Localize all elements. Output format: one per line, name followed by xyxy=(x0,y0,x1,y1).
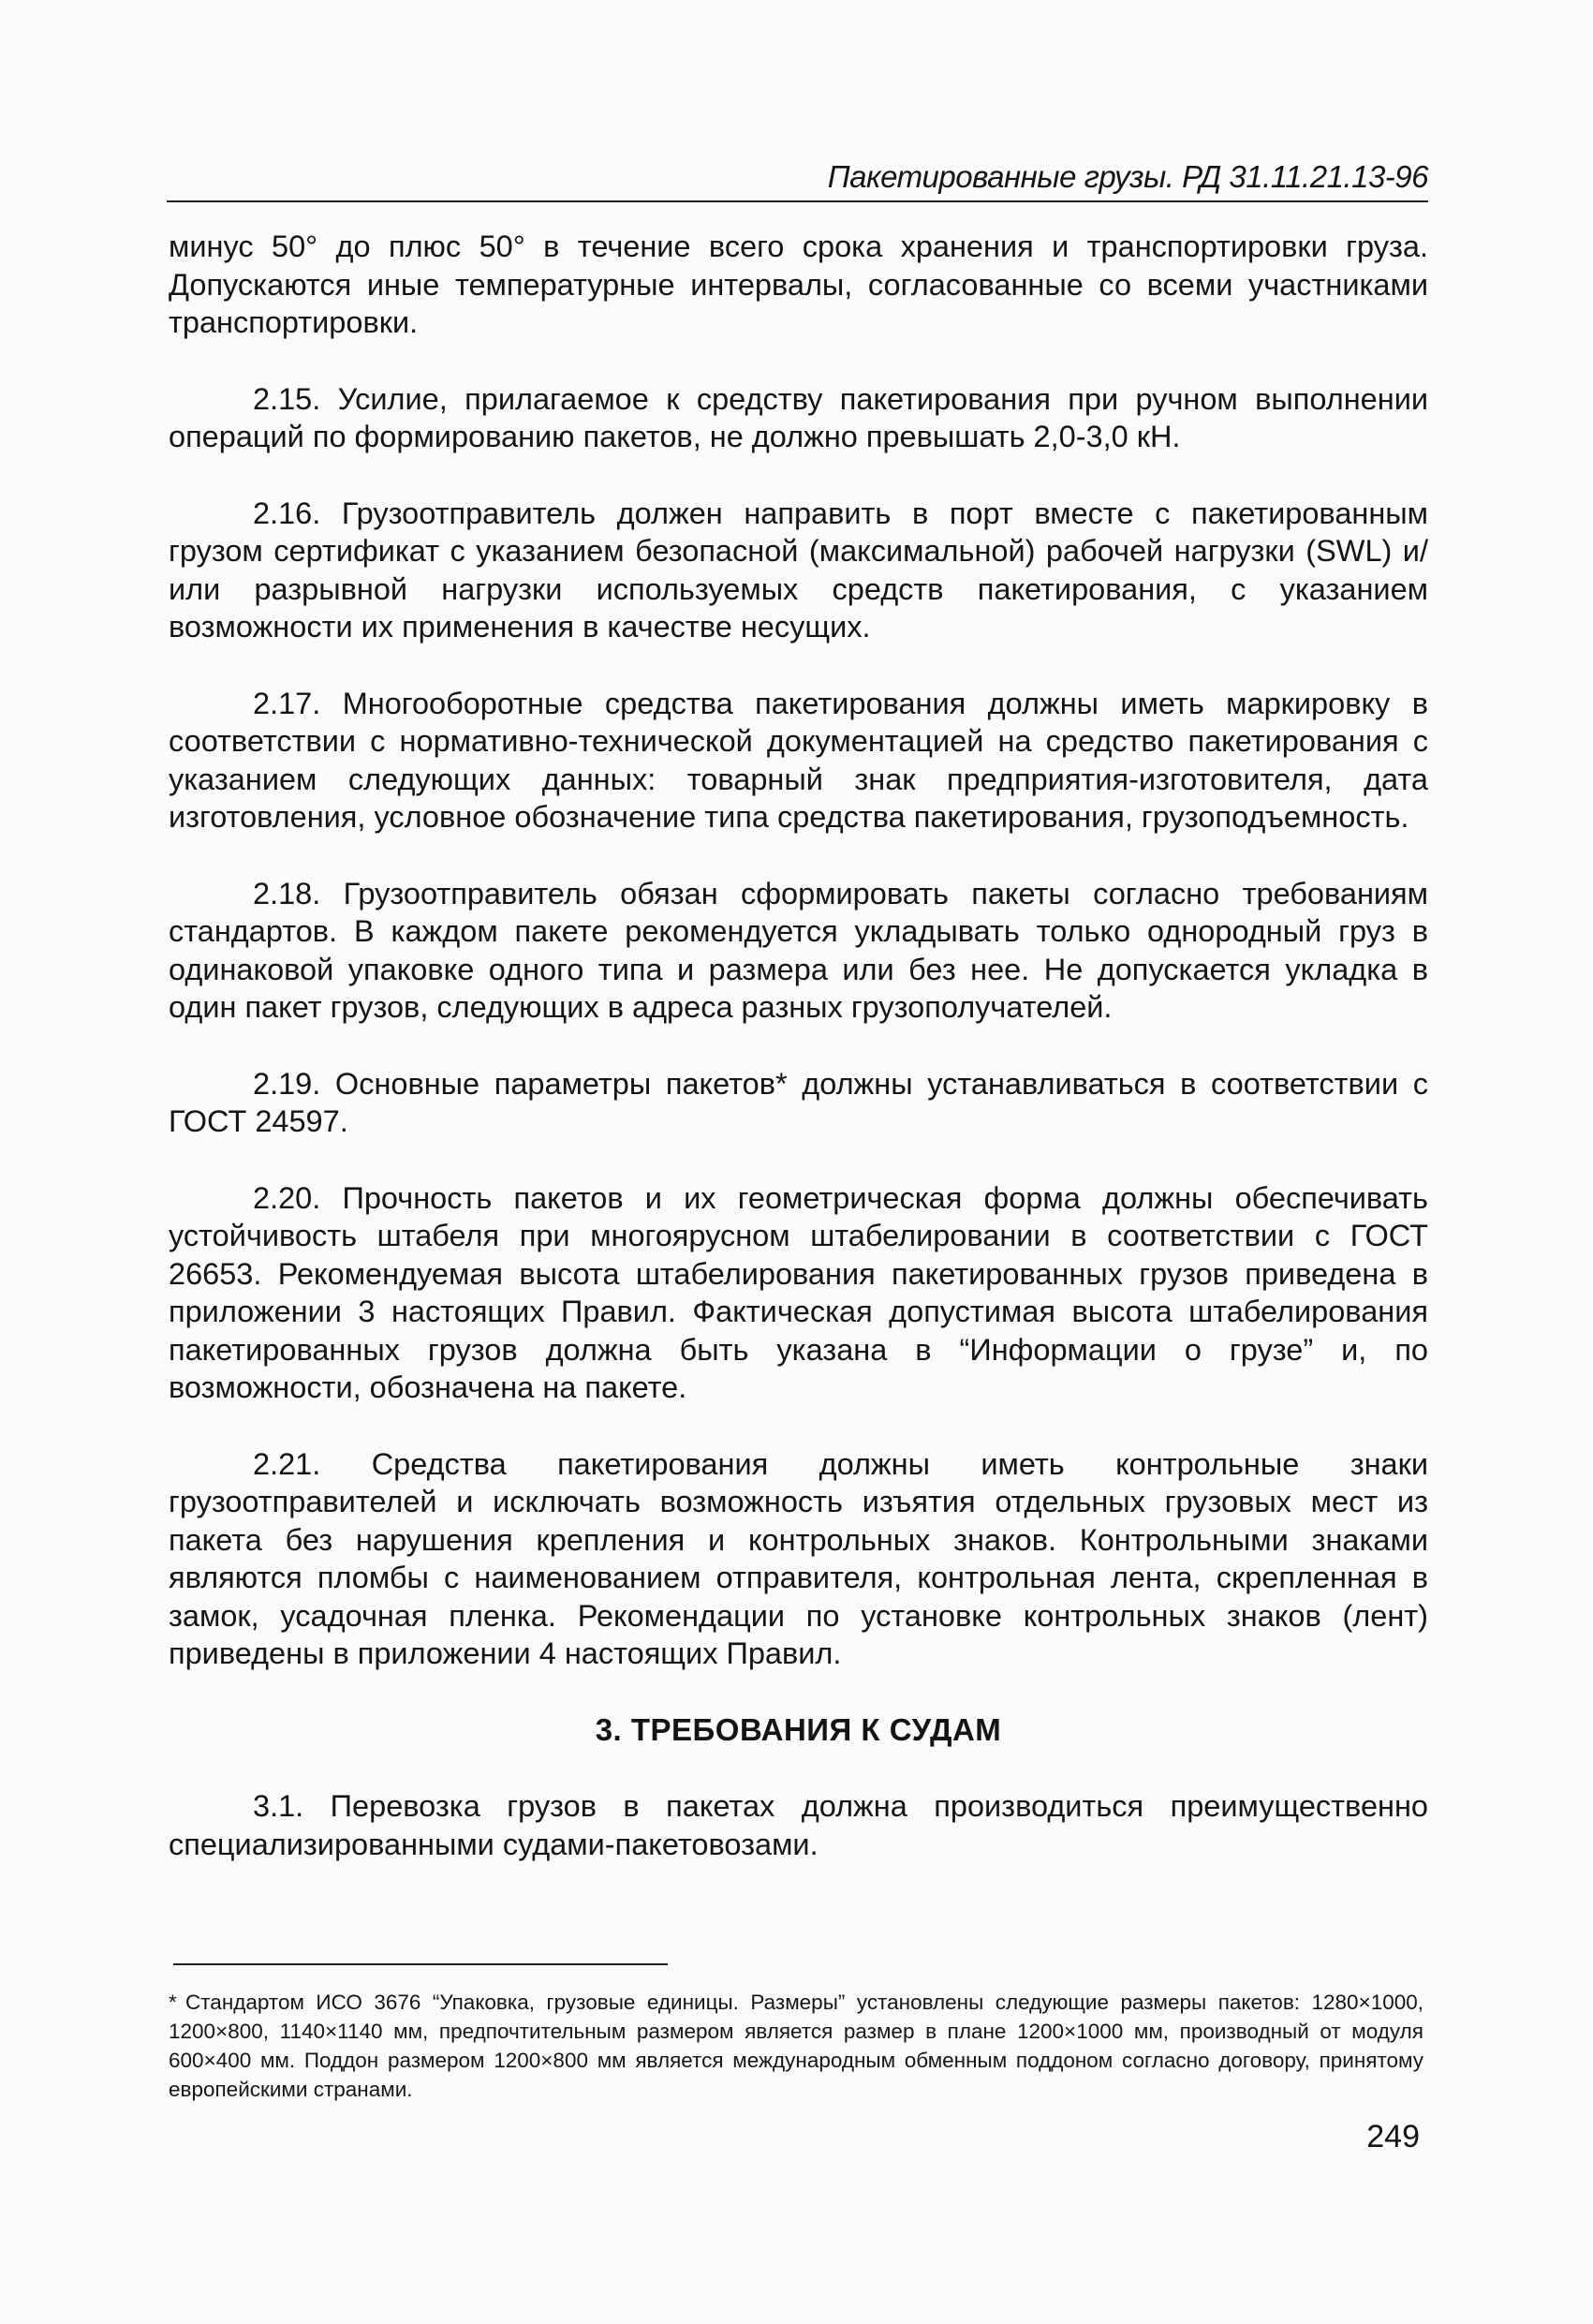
footnote-mark: * xyxy=(169,1991,177,2014)
paragraph-2-17: 2.17. Многооборотные средства пакетирования должны иметь маркировку в соответствии с нормативно-технической документацией на средство пакетирования с указанием следующих данных: товарный знак предприятия-изготовителя, дата изготовления, условное обозначение типа средства пакетирования, грузоподъемность. xyxy=(169,686,1428,834)
paragraph-2-14-continued: минус 50° до плюс 50° в течение всего срока хранения и транспортировки груза. Допускаются иные температурные интервалы, согласованные со всеми участниками транспортировки. xyxy=(169,229,1428,339)
running-title: Пакетированные грузы. РД 31.11.21.13-96 xyxy=(827,159,1428,194)
running-header xyxy=(167,150,1428,202)
footnote xyxy=(169,1988,1423,2104)
paragraph-3-1: 3.1. Перевозка грузов в пакетах должна производиться преимущественно специализированными судами-пакетовозами. xyxy=(169,1789,1428,1861)
footnote-divider xyxy=(173,1963,668,1965)
section-title: 3. ТРЕБОВАНИЯ К СУДАМ xyxy=(595,1711,1002,1747)
footnote-text: Стандартом ИСО 3676 “Упаковка, грузовые единицы. Размеры” установлены следующие размеры пакетов: 1280×1000, 1200×800, 1140×1140 мм, предпочтительным размером является размер в плане 1200×1000 мм, производный от модуля 600×400 мм. Поддон размером 1200×800 мм является международным обменным поддоном согласно договору, принятому европейскими странами. xyxy=(169,1991,1423,2101)
page-number: 249 xyxy=(1366,2119,1420,2154)
body-text xyxy=(169,228,1428,1902)
paragraph-2-20: 2.20. Прочность пакетов и их геометрическая форма должны обеспечивать устойчивость штабеля при многоярусном штабелировании в соответствии с ГОСТ 26653. Рекомендуемая высота штабелирования пакетированных грузов приведена в приложении 3 настоящих Правил. Фактическая допустимая высота штабелирования пакетированных грузов должна быть указана в “Информации о грузе” и, по возможности, обозначена на пакете. xyxy=(169,1180,1428,1404)
paragraph-2-18: 2.18. Грузоотправитель обязан сформировать пакеты согласно требованиям стандартов. В каждом пакете рекомендуется укладывать только однородный груз в одинаковой упаковке одного типа и размера или без нее. Не допускается укладка в один пакет грузов, следующих в адреса разных грузополучателей. xyxy=(169,876,1428,1024)
paragraph-2-21: 2.21. Средства пакетирования должны иметь контрольные знаки грузоотправителей и исключать возможность изъятия отдельных грузовых мест из пакета без нарушения крепления и контрольных знаков. Контрольными знаками являются пломбы с наименованием отправителя, контрольная лента, скрепленная в замок, усадочная пленка. Рекомендации по установке контрольных знаков (лент) приведены в приложении 4 настоящих Правил. xyxy=(169,1446,1428,1670)
paragraph-2-15: 2.15. Усилие, прилагаемое к средству пакетирования при ручном выполнении операций по формированию пакетов, не должно превышать 2,0-3,0 кН. xyxy=(169,381,1428,453)
paragraph-2-16: 2.16. Грузоотправитель должен направить в порт вместе с пакетированным грузом сертификат с указанием безопасной (максимальной) рабочей нагрузки (SWL) и/или разрывной нагрузки используемых средств пакетирования, с указанием возможности их применения в качестве несущих. xyxy=(169,496,1428,644)
paragraph-2-19: 2.19. Основные параметры пакетов* должны устанавливаться в соответствии с ГОСТ 24597. xyxy=(169,1066,1428,1138)
